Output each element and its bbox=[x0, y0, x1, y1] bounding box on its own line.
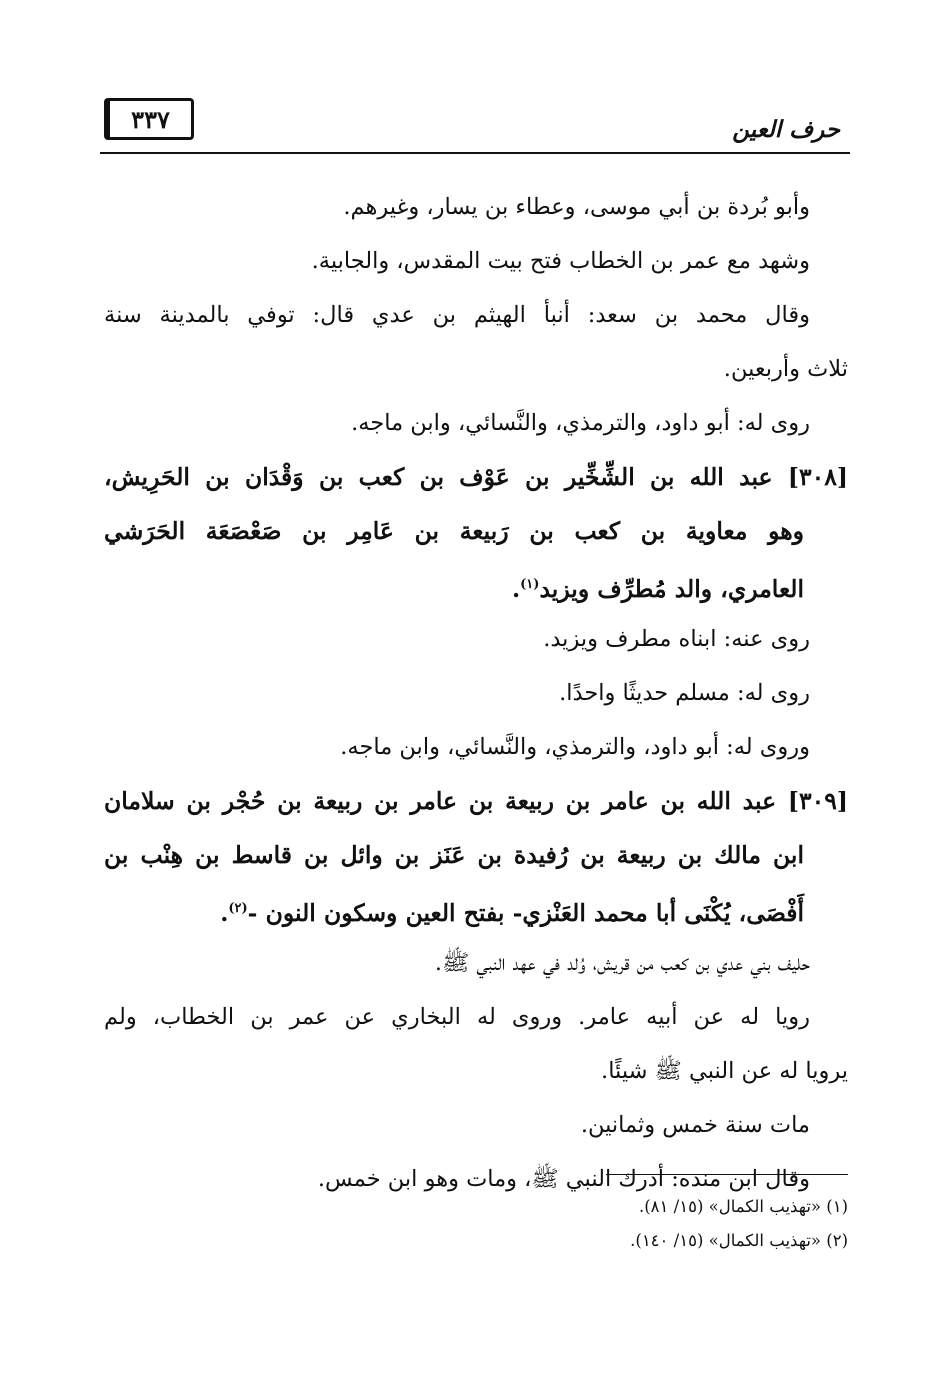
text-line: وقال محمد بن سعد: أنبأ الهيثم بن عدي قال: توفي بالمدينة سنة bbox=[104, 302, 810, 328]
footnote-marker: (١) bbox=[520, 577, 540, 592]
footnote: (١) «تهذيب الكمال» (١٥/ ٨١). bbox=[638, 1197, 848, 1216]
footnote-marker: (٢) bbox=[228, 901, 248, 916]
entry-heading-line: [٣٠٩] عبد الله بن عامر بن ربيعة بن عامر بن ربيعة بن حُجْر بن سلامان bbox=[104, 787, 848, 815]
entry-heading-line: [٣٠٨] عبد الله بن الشِّخِّير بن عَوْف بن كعب بن وَقْدَان بن الحَرِيش، bbox=[104, 463, 848, 491]
page-header bbox=[100, 94, 850, 156]
text-line: روى عنه: ابناه مطرف ويزيد. bbox=[543, 626, 810, 652]
page-number-box bbox=[104, 98, 194, 140]
text-line: وشهد مع عمر بن الخطاب فتح بيت المقدس، والجابية. bbox=[311, 248, 810, 274]
entry-heading-end: . bbox=[220, 898, 229, 927]
text-line: حليف بني عدي بن كعب من قريش، وُلد في عهد النبي ﷺ. bbox=[434, 950, 810, 976]
footnotes bbox=[448, 1190, 848, 1258]
entry-heading-line bbox=[104, 882, 848, 936]
page-number: ٣٣٧ bbox=[131, 104, 170, 134]
entry-heading-line bbox=[104, 558, 848, 612]
entry-heading-text: العامري، والد مُطرِّف ويزيد bbox=[539, 574, 804, 603]
entry-308 bbox=[104, 450, 848, 612]
entry-heading-text: أَفْصَى، يُكْنَى أبا محمد العَنْزي- بفتح العين وسكون النون - bbox=[247, 898, 804, 927]
text-line: وروى له: أبو داود، والترمذي، والنَّسائي، وابن ماجه. bbox=[340, 734, 810, 760]
text-line: رويا له عن أبيه عامر. وروى له البخاري عن عمر بن الخطاب، ولم bbox=[104, 1004, 810, 1030]
entry-heading-line: ابن مالك بن ربيعة بن رُفيدة بن عَنَز بن وائل بن قاسط بن هِنْب بن bbox=[104, 841, 804, 869]
text-line: مات سنة خمس وثمانين. bbox=[580, 1112, 810, 1138]
footnote: (٢) «تهذيب الكمال» (١٥/ ١٤٠). bbox=[630, 1231, 848, 1250]
entry-heading-line: وهو معاوية بن كعب بن رَبيعة بن عَامِر بن صَعْصَعَة الحَرَشي bbox=[104, 517, 804, 545]
entry-309 bbox=[104, 774, 848, 936]
entry-heading-end: . bbox=[511, 574, 521, 603]
text-line: وأبو بُردة بن أبي موسى، وعطاء بن يسار، وغيرهم. bbox=[343, 194, 810, 220]
footnote-rule bbox=[606, 1174, 848, 1175]
text-line: وقال ابن منده: أدرك النبي ﷺ، ومات وهو ابن خمس. bbox=[317, 1166, 810, 1192]
body-text bbox=[104, 180, 848, 1206]
text-line: ثلاث وأربعين. bbox=[723, 356, 848, 382]
text-line: يرويا له عن النبي ﷺ شيئًا. bbox=[601, 1058, 848, 1084]
text-line: روى له: مسلم حديثًا واحدًا. bbox=[559, 680, 810, 706]
running-title: حرف العين bbox=[732, 116, 840, 143]
header-rule bbox=[100, 152, 850, 154]
text-line: روى له: أبو داود، والترمذي، والنَّسائي، وابن ماجه. bbox=[351, 410, 810, 436]
